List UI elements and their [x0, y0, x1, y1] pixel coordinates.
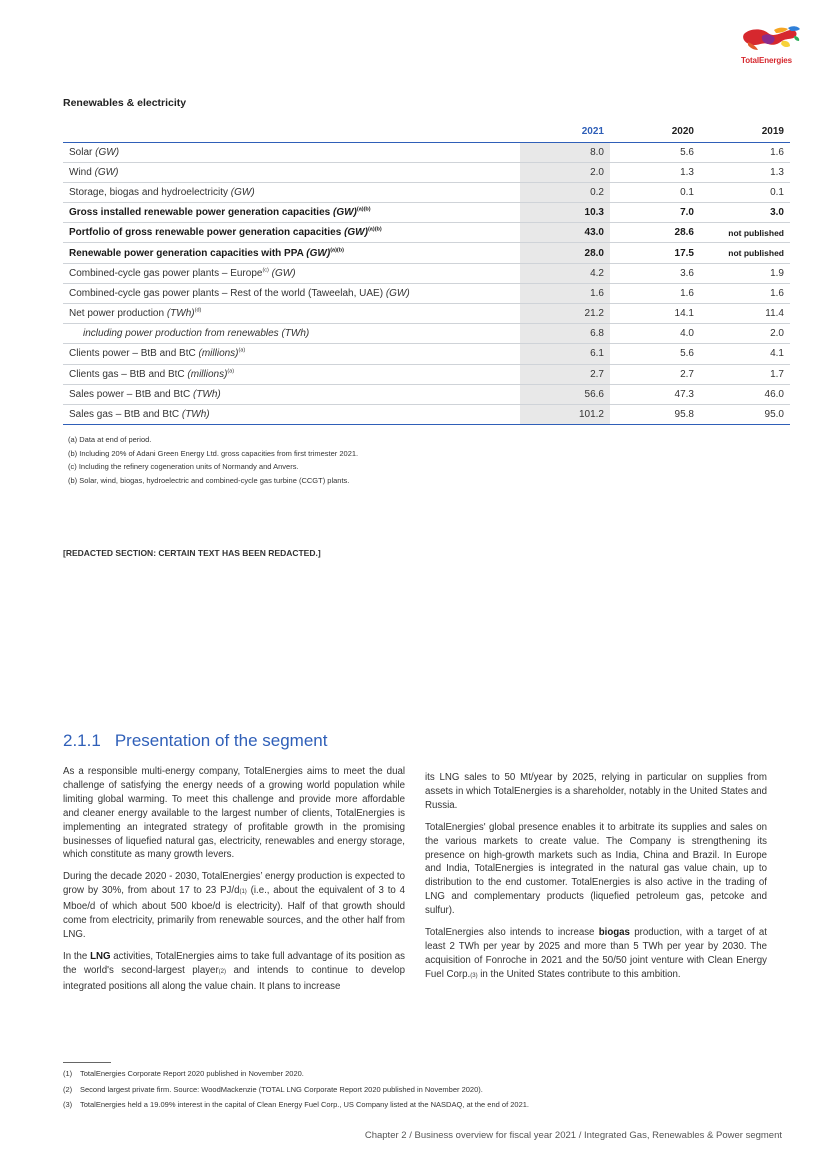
row-label: Sales power – BtB and BtC (TWh) — [63, 384, 520, 404]
totalenergies-logo-icon — [738, 24, 802, 56]
row-label: Net power production (TWh)$^{(d)}$ — [63, 304, 520, 324]
value-2021: 8.0 — [520, 142, 610, 162]
header-2020: 2020 — [610, 121, 700, 142]
table-header-row — [63, 121, 790, 142]
value-2021: 28.0 — [520, 243, 610, 263]
footnote: (a) Data at end of period. — [68, 435, 152, 444]
table-row — [63, 404, 790, 424]
header-2021: 2021 — [520, 121, 610, 142]
value-2019: not published — [700, 223, 790, 243]
table-row — [63, 304, 790, 324]
row-label: Sales gas – BtB and BtC (TWh) — [63, 404, 520, 424]
page-footnotes — [63, 1066, 529, 1113]
value-2019: 46.0 — [700, 384, 790, 404]
footnote-ref: (1) — [239, 889, 247, 896]
row-label: Combined-cycle gas power plants – Rest of the world (Taweelah, UAE) (GW) — [63, 283, 520, 303]
table-row — [63, 364, 790, 384]
table-row — [63, 344, 790, 364]
table-row — [63, 203, 790, 223]
row-label: Combined-cycle gas power plants – Europe$^{(c)}$ (GW) — [63, 263, 520, 283]
value-2021: 101.2 — [520, 404, 610, 424]
footnote-ref: (2) — [218, 968, 227, 975]
table-row — [63, 324, 790, 344]
value-2020: 17.5 — [610, 243, 700, 263]
table-row — [63, 223, 790, 243]
body-column-left — [63, 765, 405, 1002]
value-2020: 3.6 — [610, 263, 700, 283]
page-footnote: (1) TotalEnergies Corporate Report 2020 published in November 2020. — [63, 1069, 304, 1078]
value-2020: 1.3 — [610, 162, 700, 182]
footnote-ref: (3) — [470, 972, 478, 979]
row-label: Portfolio of gross renewable power generation capacities (GW)$^{(a)(b)}$ — [63, 223, 520, 243]
renewables-table — [63, 121, 790, 425]
value-2020: 14.1 — [610, 304, 700, 324]
row-label: Solar (GW) — [63, 142, 520, 162]
paragraph: During the decade 2020 - 2030, TotalEnergies’ energy production is expected to grow by 30%, from about 17 to 23 PJ/d(1) (i.e., about the equivalent of 3 to 4 Mboe/d of which about 500 kboe/d is electricity). Half of that growth should come from electricity, primarily from renewable sources, and the other half from LNG. — [63, 871, 405, 940]
footnote: (c) Including the refinery cogeneration units of Normandy and Anvers. — [68, 462, 299, 471]
row-label: Renewable power generation capacities with PPA (GW)$^{(a)(b)}$ — [63, 243, 520, 263]
table-row — [63, 182, 790, 202]
page-footnote: (3) TotalEnergies held a 19.09% interest in the capital of Clean Energy Fuel Corp., US Company listed at the NASDAQ, at the end of 2021. — [63, 1100, 530, 1109]
value-2021: 6.8 — [520, 324, 610, 344]
table-row — [63, 142, 790, 162]
body-column-right — [425, 771, 767, 992]
value-2019: 1.3 — [700, 162, 790, 182]
table-row — [63, 263, 790, 283]
value-2019: 1.6 — [700, 283, 790, 303]
value-2020: 0.1 — [610, 182, 700, 202]
paragraph: In the LNG activities, TotalEnergies aims to take full advantage of its position as the world's second-largest player(2) and intends to continue to develop integrated positions all along the value chain. It plans to increase — [63, 950, 405, 992]
value-2019: 1.6 — [700, 142, 790, 162]
value-2020: 47.3 — [610, 384, 700, 404]
footnote-divider — [63, 1062, 111, 1063]
value-2019: 3.0 — [700, 203, 790, 223]
value-2019: 2.0 — [700, 324, 790, 344]
row-label: Gross installed renewable power generation capacities (GW)$^{(a)(b)}$ — [63, 203, 520, 223]
table-footnotes — [68, 433, 358, 487]
row-label: Clients power – BtB and BtC (millions)$^{(a)}$ — [63, 344, 520, 364]
value-2019: not published — [700, 243, 790, 263]
value-2021: 2.0 — [520, 162, 610, 182]
value-2021: 10.3 — [520, 203, 610, 223]
value-2020: 1.6 — [610, 283, 700, 303]
value-2020: 4.0 — [610, 324, 700, 344]
value-2019: 95.0 — [700, 404, 790, 424]
row-label: Storage, biogas and hydroelectricity (GW) — [63, 182, 520, 202]
company-logo — [738, 24, 802, 68]
paragraph: As a responsible multi-energy company, TotalEnergies aims to meet the dual challenge of satisfying the energy needs of a growing world population while limiting global warming. To meet this challenge and provide more affordable and cleaner energy available to the largest number of clients, TotalEnergies is implementing an integrated strategy of profitable growth in the promising businesses of liquefied natural gas, electricity, renewables and energy storage, which constitute as many growth levers. — [63, 766, 405, 861]
header-label — [63, 121, 520, 142]
value-2021: 4.2 — [520, 263, 610, 283]
value-2019: 4.1 — [700, 344, 790, 364]
table-row — [63, 162, 790, 182]
value-2021: 0.2 — [520, 182, 610, 202]
value-2019: 0.1 — [700, 182, 790, 202]
row-label: Clients gas – BtB and BtC (millions)$^{(a)}$ — [63, 364, 520, 384]
paragraph: TotalEnergies also intends to increase biogas production, with a target of at least 2 TWh per year by 2025 and more than 5 TWh per year by 2030. The acquisition of Fonroche in 2021 and the 50/50 joint venture with Clean Energy Fuel Corp.(3) in the United States contribute to this ambition. — [425, 927, 767, 980]
paragraph: its LNG sales to 50 Mt/year by 2025, relying in particular on supplies from assets in which TotalEnergies is a shareholder, notably in the United States and Russia. — [425, 772, 767, 811]
section-heading-title: Presentation of the segment — [114, 731, 328, 750]
page-footer: Chapter 2 / Business overview for fiscal year 2021 / Integrated Gas, Renewables & Power segment — [364, 1130, 782, 1141]
row-label: including power production from renewables (TWh) — [63, 324, 520, 344]
table-row — [63, 384, 790, 404]
header-2019: 2019 — [700, 121, 790, 142]
row-label: Wind (GW) — [63, 162, 520, 182]
table-row — [63, 243, 790, 263]
paragraph: TotalEnergies' global presence enables it to arbitrate its supplies and sales on the various markets to create value. The Company is strengthening its presence on high-growth markets such as India, China and Brazil. In Europe and India, TotalEnergies is integrated in the natural gas value chain, up to distribution to the end customer. TotalEnergies is also active in the trading of LNG and complementary products (liquefied petroleum gas, petcoke and sulfur). — [425, 821, 767, 917]
value-2020: 95.8 — [610, 404, 700, 424]
footnote: (b) Solar, wind, biogas, hydroelectric and combined-cycle gas turbine (CCGT) plants. — [68, 475, 350, 485]
page-footnote: (2) Second largest private firm. Source: WoodMackenzie (TOTAL LNG Corporate Report 2020 published in November 2020). — [63, 1084, 483, 1094]
value-2019: 11.4 — [700, 304, 790, 324]
section-title: Renewables & electricity — [63, 97, 187, 109]
table-row — [63, 283, 790, 303]
value-2020: 7.0 — [610, 203, 700, 223]
value-2021: 1.6 — [520, 283, 610, 303]
value-2020: 5.6 — [610, 344, 700, 364]
value-2020: 2.7 — [610, 364, 700, 384]
logo-wordmark: TotalEnergies — [741, 56, 793, 65]
value-2019: 1.9 — [700, 263, 790, 283]
footnote: (b) Including 20% of Adani Green Energy Ltd. gross capacities from first trimester 2021. — [68, 448, 359, 458]
value-2021: 2.7 — [520, 364, 610, 384]
value-2021: 43.0 — [520, 223, 610, 243]
value-2021: 56.6 — [520, 384, 610, 404]
section-number: 2.1.1 — [63, 731, 101, 750]
section-heading — [63, 731, 327, 751]
value-2020: 28.6 — [610, 223, 700, 243]
value-2021: 21.2 — [520, 304, 610, 324]
value-2019: 1.7 — [700, 364, 790, 384]
value-2020: 5.6 — [610, 142, 700, 162]
value-2021: 6.1 — [520, 344, 610, 364]
redacted-notice: [REDACTED SECTION: CERTAIN TEXT HAS BEEN REDACTED.] — [63, 548, 321, 558]
